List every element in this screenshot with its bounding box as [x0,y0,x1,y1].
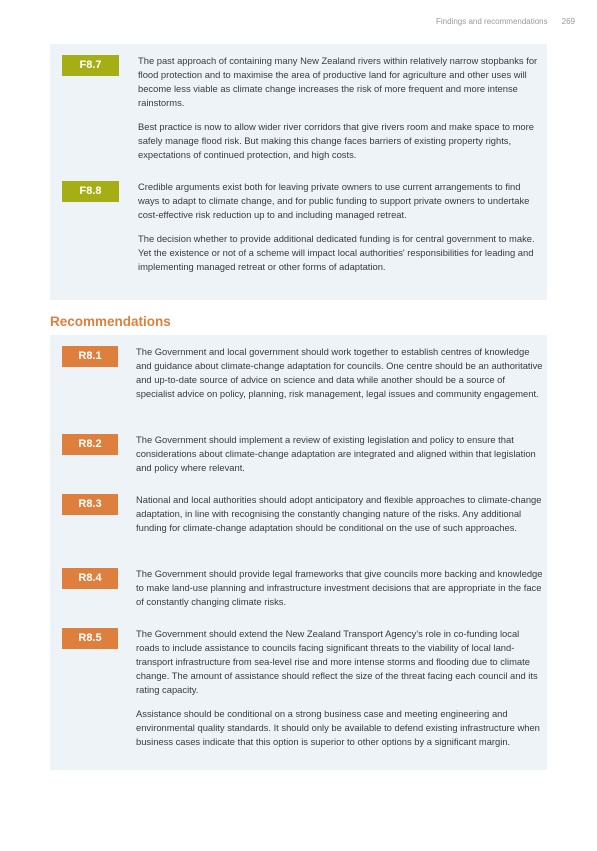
recommendation-paragraph: The Government should extend the New Zealand Transport Agency's role in co-funding local roads to include assistance to councils facing significant threats to the viability of local land-transport infrastructure from sea-level rise and more intense storms and flooding due to climate change. The amount of assistance should reflect the size of the threat facing each council and its rating capacity. [136,628,538,695]
recommendations-panel [50,335,547,770]
finding-badge: F8.8 [62,181,119,202]
recommendation-badge: R8.5 [62,628,118,649]
recommendation-paragraph: National and local authorities should adopt anticipatory and flexible approaches to climate-change adaptation, in line with recognising the constantly changing nature of the risks. Any additional funding for climate-change adaptation should be conditional on the use of such approaches. [136,494,542,533]
finding-paragraph: Best practice is now to allow wider river corridors that give rivers room and make space to more safely manage flood risk. But making this change faces barriers of existing property rights, expectations of continued protection, and high costs. [138,121,534,160]
recommendation-badge: R8.4 [62,568,118,589]
finding-badge: F8.7 [62,55,119,76]
findings-panel [50,44,547,300]
recommendation-text [136,567,544,619]
finding-paragraph: The past approach of containing many New Zealand rivers within relatively narrow stopbanks for flood protection and to maximise the area of productive land for agriculture and other uses will become less viable as climate change increases the risk of more frequent and more intense rainstorms. [138,55,538,108]
recommendation-text [136,627,544,759]
finding-paragraph: The decision whether to provide additional dedicated funding is for central government to make. Yet the existence or not of a scheme will impact local authorities' responsibilities for leading and implementing managed retreat or other forms of adaptation. [138,233,535,272]
recommendations-heading: Recommendations [50,314,171,329]
finding-text [138,54,543,172]
recommendation-paragraph: Assistance should be conditional on a strong business case and meeting engineering and environmental quality standards. It should only be available to defend existing infrastructure when business cases indicate that this option is superior to other options by a significant margin. [136,708,540,747]
recommendation-badge: R8.2 [62,434,118,455]
recommendation-text [136,433,544,485]
page-header [436,17,575,26]
recommendation-text [136,345,544,411]
running-section-title: Findings and recommendations [436,17,548,26]
recommendation-paragraph: The Government should provide legal frameworks that give councils more backing and knowledge to make land-use planning and infrastructure investment decisions that are appropriate in the face of constantly changing climate risks. [136,568,543,607]
recommendation-badge: R8.1 [62,346,118,367]
page-number: 269 [561,17,575,26]
finding-paragraph: Credible arguments exist both for leaving private owners to use current arrangements to find ways to adapt to climate change, and for public funding to support private owners to undertake cost-effective risk reduction up to and including managed retreat. [138,181,530,220]
finding-text [138,180,543,284]
recommendation-paragraph: The Government should implement a review of existing legislation and policy to ensure that considerations about climate-change adaptation are integrated and aligned within that legislation and policy where relevant. [136,434,536,473]
recommendation-paragraph: The Government and local government should work together to establish centres of knowledge and guidance about climate-change adaptation for councils. One centre should be an authoritative and up-to-date source of advice on science and data while another should be a source of specialist advice on policy, planning, risk management, legal issues and community engagement. [136,346,543,399]
recommendation-badge: R8.3 [62,494,118,515]
recommendation-text [136,493,544,545]
